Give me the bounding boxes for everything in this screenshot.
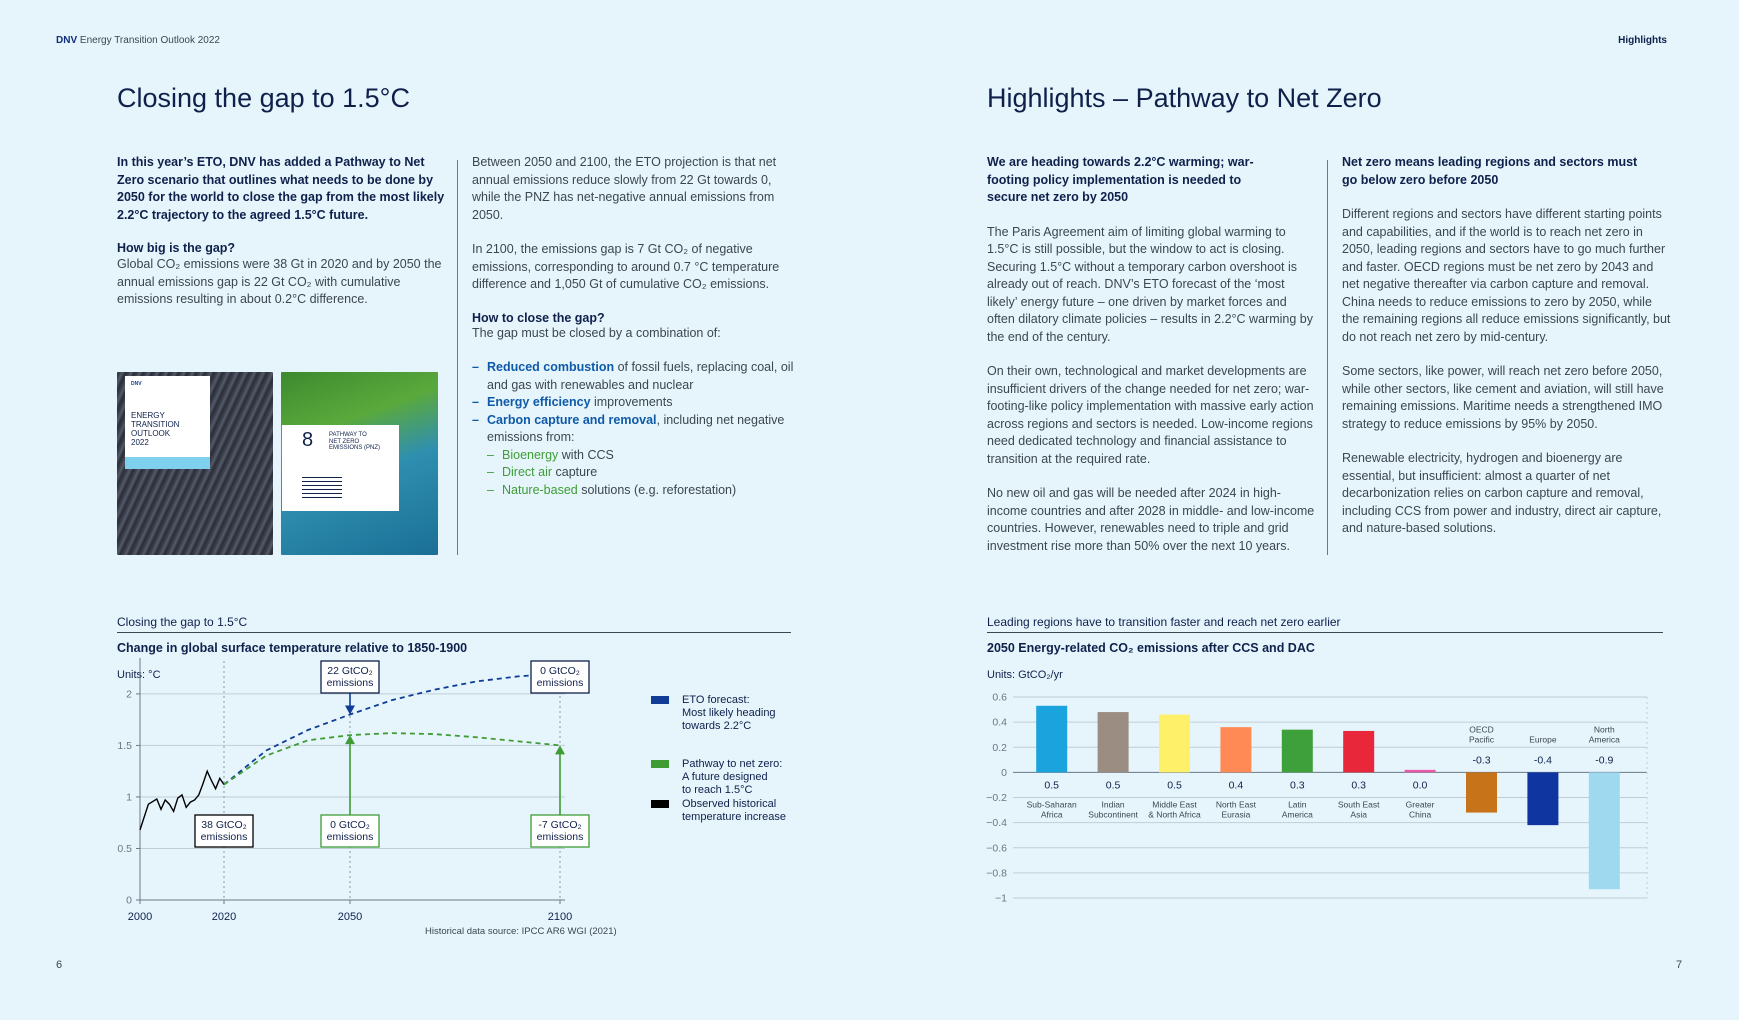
right-lead-1: We are heading towards 2.2°C warming; war-footing policy implementation is needed to secure net zero by 2050 [987, 155, 1254, 204]
category-label: America [1281, 809, 1313, 820]
fig1-title: Change in global surface temperature relative to 1850-1900 [117, 641, 468, 655]
y-tick-label: 0.2 [992, 741, 1007, 754]
right-paragraph-4: Different regions and sectors have different starting points and capabilities, and if the world is to reach net zero in 2050, leading regions and sectors have to go much further and faster. OECD regions must be net zero by 2043 and net negative thereafter via carbon capture and removal. China needs to reduce emissions to zero by 2050, while the remaining regions all reduce emissions significantly, but do not reach net zero by mid-century. [1342, 207, 1671, 344]
temperature-line-chart [117, 655, 677, 945]
sub-list-item: – Bioenergy with CCS [487, 447, 614, 462]
series-line [224, 673, 560, 784]
annotation-text: 0 GtCO₂ [540, 665, 580, 677]
fig1-source: Historical data source: IPCC AR6 WGI (2021) [425, 926, 617, 937]
brand-label: DNV [56, 35, 78, 46]
bar [1589, 772, 1620, 889]
list-item: – Reduced combustion of fossil fuels, replacing coal, oil and gas with renewables and nuclear [472, 360, 794, 392]
value-label: -0.9 [1595, 754, 1614, 767]
y-tick-label: 0.5 [117, 842, 132, 855]
x-tick-label: 2000 [127, 911, 153, 923]
value-label: 0.3 [1289, 779, 1305, 792]
value-label: 0.3 [1351, 779, 1367, 792]
bar [1527, 772, 1558, 825]
left-page-title: Closing the gap to 1.5°C [117, 83, 410, 113]
cover-title: ENERGY TRANSITION OUTLOOK 2022 [131, 411, 180, 447]
category-label: Africa [1040, 809, 1063, 820]
fig1-kicker: Closing the gap to 1.5°C [117, 615, 248, 629]
y-tick-label: 0 [1001, 766, 1007, 779]
running-header [56, 35, 220, 46]
legend-swatch [651, 696, 669, 704]
annotation-22-gt [321, 661, 379, 693]
eto-report-cover[interactable] [117, 372, 273, 555]
annotation-0-gt-2100 [531, 661, 589, 693]
gap-heading: How big is the gap? [117, 241, 236, 255]
legend-item-observed [650, 797, 800, 837]
x-tick-label: 2020 [211, 911, 237, 923]
page-number-right: 7 [1676, 959, 1683, 971]
legend-swatch [651, 760, 669, 768]
col2-paragraph-2: In 2100, the emissions gap is 7 Gt CO₂ of negative emissions, corresponding to around 0.7 °C temperature difference and 1,050 Gt of cumulative CO₂ emissions. [472, 242, 780, 291]
y-tick-label: −0.4 [986, 817, 1007, 830]
y-tick-label: 0 [126, 894, 132, 907]
value-label: -0.4 [1533, 754, 1552, 767]
gap-text: Global CO₂ emissions were 38 Gt in 2020 and by 2050 the annual emissions gap is 22 Gt CO₂ with cumulative emissions resulting in about 0.2°C difference. [117, 257, 442, 306]
category-label: Pacific [1468, 734, 1495, 745]
column-divider [1327, 160, 1328, 555]
right-lead-2: Net zero means leading regions and sectors must go below zero before 2050 [1342, 155, 1638, 187]
bar [1405, 770, 1436, 773]
y-tick-label: 2 [126, 688, 132, 701]
category-label: Middle East [1152, 799, 1197, 810]
sub-list-item: – Direct air capture [487, 465, 598, 479]
y-tick-label: 1.5 [117, 739, 132, 752]
right-paragraph-3: No new oil and gas will be needed after 2024 in high-income countries and after 2028 in middle- and low-income countries. However, renewables need to triple and grid investment rise more than 50% over the next 10 years. [987, 486, 1315, 553]
y-tick-label: 1 [126, 791, 132, 804]
legend-label: to reach 1.5°C [682, 784, 753, 796]
right-paragraph-6: Renewable electricity, hydrogen and bioenergy are essential, but insufficient: almost a quarter of net decarbonization relies on carbon capture and removal, including CCS from power and industry, direct air capture, and nature-based solutions. [1342, 451, 1662, 535]
col2-paragraph-1: Between 2050 and 2100, the ETO projection is that net annual emissions reduce slowly from 22 Gt towards 0, while the PNZ has net-negative annual emissions from 2050. [472, 155, 777, 222]
y-tick-label: 0.6 [992, 691, 1007, 704]
category-label: & North Africa [1148, 809, 1201, 820]
category-label: Asia [1350, 809, 1367, 820]
legend-label: towards 2.2°C [682, 720, 752, 732]
annotation-text: 22 GtCO₂ [327, 665, 373, 677]
column-divider [457, 160, 458, 555]
annotation-text: emissions [200, 831, 248, 843]
annotation-text: emissions [326, 831, 374, 843]
legend-label: Observed historical [682, 798, 777, 810]
value-label: 0.4 [1228, 779, 1244, 792]
y-tick-label: −1 [995, 892, 1007, 905]
value-label: -0.3 [1472, 754, 1491, 767]
category-label: Greater [1405, 799, 1435, 810]
legend-label: temperature increase [682, 811, 786, 823]
close-heading: How to close the gap? [472, 310, 605, 325]
annotation-text: emissions [326, 677, 374, 689]
cover-brand: DNV [131, 381, 142, 387]
category-label: North East [1215, 799, 1256, 810]
pnz-report-cover[interactable] [281, 372, 438, 555]
category-label: Europe [1529, 734, 1557, 745]
category-label: Indian [1101, 799, 1125, 810]
value-label: 0.5 [1105, 779, 1121, 792]
legend-label: Most likely heading [682, 707, 776, 719]
annotation-text: 0 GtCO₂ [330, 819, 370, 831]
bar [1159, 715, 1190, 773]
y-tick-label: −0.2 [986, 792, 1007, 804]
right-col-2 [1342, 154, 1672, 538]
annotation-text: -7 GtCO₂ [538, 819, 582, 831]
category-label: Sub-Saharan [1026, 799, 1077, 810]
series-line [224, 733, 560, 785]
annotation-text: 38 GtCO₂ [201, 819, 247, 831]
publication-label: Energy Transition Outlook 2022 [79, 35, 220, 46]
fig2-rule [987, 632, 1663, 633]
bar [1036, 706, 1067, 773]
annotation-0-gt-2050 [321, 815, 379, 847]
sub-list-item: – Nature-based solutions (e.g. reforestation) [487, 482, 737, 497]
x-tick-label: 2050 [337, 911, 363, 923]
fig2-kicker: Leading regions have to transition faster and reach net zero earlier [987, 615, 1341, 629]
annotation-text: emissions [536, 677, 584, 689]
x-tick-label: 2100 [547, 911, 573, 923]
list-item: – Carbon capture and removal, including net negative emissions from: [472, 412, 785, 444]
right-paragraph-5: Some sectors, like power, will reach net zero before 2050, while other sectors, like cement and aviation, will still have remaining emissions. Maritime needs a strengthened IMO strategy to reduce emissions by 95% by 2050. [1342, 364, 1664, 431]
close-gap-list [472, 359, 802, 499]
annotation-text: emissions [536, 831, 584, 843]
left-col-1 [117, 154, 447, 309]
category-label: North [1593, 724, 1615, 735]
annotation-38-gt [195, 815, 253, 847]
cover-chapter-number: 8 [302, 429, 314, 451]
eto-arrow-head [345, 706, 355, 715]
emissions-bar-chart [975, 685, 1665, 905]
category-label: Eurasia [1221, 809, 1251, 820]
page-number-left: 6 [56, 959, 63, 971]
value-label: 0.5 [1167, 779, 1182, 792]
bar [1282, 730, 1313, 773]
category-label: China [1408, 809, 1432, 820]
bar [1343, 731, 1374, 772]
fig2-title: 2050 Energy-related CO₂ emissions after CCS and DAC [987, 641, 1315, 655]
category-label: Subcontinent [1088, 809, 1138, 820]
category-label: America [1588, 734, 1620, 745]
legend-label: ETO forecast: [682, 694, 750, 706]
legend-swatch [651, 800, 669, 808]
legend-item-eto [650, 693, 800, 745]
left-lead-paragraph: In this year’s ETO, DNV has added a Pathway to Net Zero scenario that outlines what needs to be done by 2050 for the world to close the gap from the most likely 2.2°C trajectory to the agreed 1.5°C future. [117, 155, 445, 222]
right-paragraph-2: On their own, technological and market developments are insufficient drivers of the change needed for net zero; war-footing-like policy implementation with massive early action across regions and sectors is needed. Low-income regions need dedicated technology and financial assistance to transition at the required rate. [987, 364, 1314, 466]
y-tick-label: 0.4 [992, 716, 1007, 729]
y-tick-label: −0.6 [986, 842, 1007, 855]
pnz-2100-arrow-head [555, 745, 565, 754]
cover-title: PATHWAY TO NET ZERO EMISSIONS (PNZ) [329, 432, 381, 451]
category-label: OECD [1469, 724, 1494, 735]
list-item: – Energy efficiency improvements [472, 395, 673, 409]
category-label: South East [1337, 799, 1380, 810]
annotation-minus-7-gt [531, 815, 589, 847]
right-page-title: Highlights – Pathway to Net Zero [987, 83, 1382, 113]
category-label: Latin [1288, 799, 1307, 810]
right-col-1 [987, 154, 1317, 555]
pnz-arrow-head [345, 735, 355, 744]
bar [1220, 727, 1251, 772]
fig2-units: Units: GtCO₂/yr [987, 669, 1063, 681]
close-intro: The gap must be closed by a combination of: [472, 325, 721, 340]
legend-label: A future designed [682, 771, 768, 783]
right-paragraph-1: The Paris Agreement aim of limiting global warming to 1.5°C is still possible, but the window to act is closing. Securing 1.5°C without a temporary carbon overshoot is already out of reach. DNV’s ETO forecast of the ‘most likely’ energy future – one driven by market forces and often dilatory climate policies – results in 2.2°C warming by the end of the century. [987, 224, 1313, 344]
left-col-2 [472, 154, 802, 499]
cover-label-panel [125, 376, 210, 469]
legend-label: Pathway to net zero: [682, 758, 783, 770]
fig1-units: Units: °C [117, 669, 161, 681]
value-label: 0.0 [1412, 779, 1428, 792]
bar [1466, 772, 1497, 812]
y-tick-label: −0.8 [986, 867, 1007, 880]
section-label: Highlights [1618, 35, 1667, 46]
bar [1098, 712, 1129, 772]
value-label: 0.5 [1044, 779, 1060, 792]
fig1-legend [650, 693, 800, 837]
fig1-rule [117, 632, 791, 633]
cover-label-panel [282, 425, 399, 511]
